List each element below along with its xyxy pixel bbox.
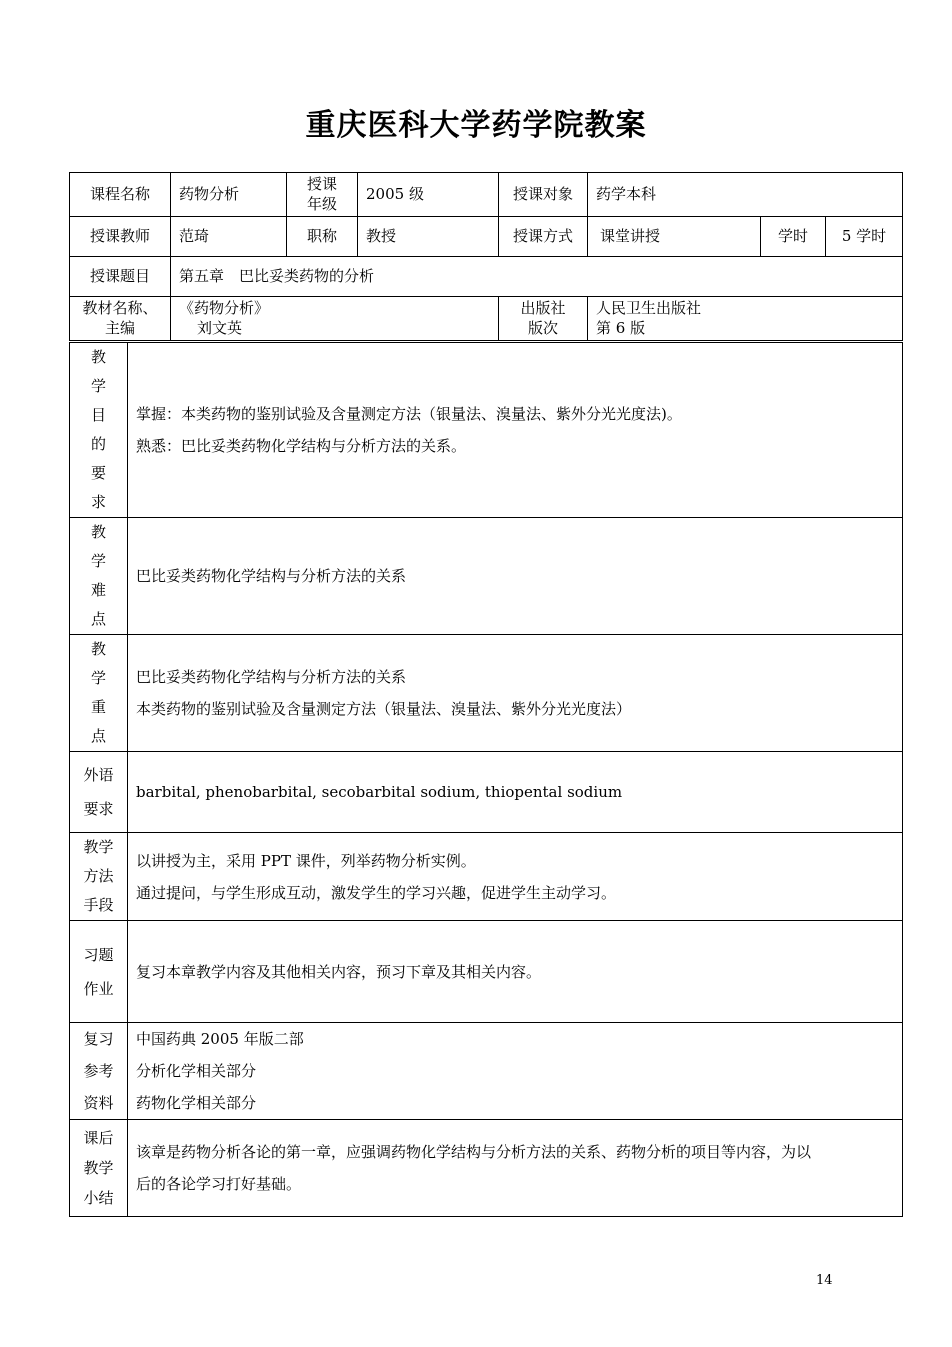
- course-info-table: [69, 172, 903, 341]
- summary-content: 该章是药物分析各论的第一章，应强调药物化学结构与分析方法的关系、药物分析的项目等内容，为以 后的各论学习打好基础。: [128, 1120, 903, 1217]
- foreign-language-label: 外语 要求: [70, 752, 128, 833]
- course-name-label: 课程名称: [70, 173, 171, 217]
- audience-label: 授课对象: [499, 173, 588, 217]
- objectives-label: 教 学 目 的 要 求: [70, 343, 128, 518]
- difficulties-row: [70, 518, 903, 635]
- objectives-row: [70, 343, 903, 518]
- references-content: 中国药典 2005 年版二部 分析化学相关部分 药物化学相关部分: [128, 1023, 903, 1120]
- topic-label: 授课题目: [70, 257, 171, 297]
- references-row: [70, 1023, 903, 1120]
- topic-value: 第五章 巴比妥类药物的分析: [171, 257, 903, 297]
- objectives-content: 掌握：本类药物的鉴别试验及含量测定方法（银量法、溴量法、紫外分光光度法)。 熟悉：巴比妥类药物化学结构与分析方法的关系。: [128, 343, 903, 518]
- homework-content: 复习本章教学内容及其他相关内容，预习下章及其相关内容。: [128, 921, 903, 1023]
- mode-value: 课堂讲授: [588, 217, 761, 257]
- teacher-label: 授课教师: [70, 217, 171, 257]
- teacher-value: 范琦: [171, 217, 287, 257]
- teacher-title-value: 教授: [358, 217, 499, 257]
- summary-row: [70, 1120, 903, 1217]
- teacher-title-label: 职称: [287, 217, 358, 257]
- methods-row: [70, 833, 903, 921]
- foreign-language-content: barbital, phenobarbital, secobarbital sodium, thiopental sodium: [128, 752, 903, 833]
- audience-value: 药学本科: [588, 173, 903, 217]
- publisher-label: 出版社 版次: [499, 297, 588, 341]
- foreign-language-row: [70, 752, 903, 833]
- key-points-row: [70, 635, 903, 752]
- difficulties-content: 巴比妥类药物化学结构与分析方法的关系: [128, 518, 903, 635]
- hours-value: 5 学时: [826, 217, 903, 257]
- grade-label: 授课 年级: [287, 173, 358, 217]
- grade-value: 2005 级: [358, 173, 499, 217]
- references-label: 复习 参考 资料: [70, 1023, 128, 1120]
- key-points-label: 教 学 重 点: [70, 635, 128, 752]
- hours-label: 学时: [761, 217, 826, 257]
- textbook-value: 《药物分析》 刘文英: [171, 297, 499, 341]
- homework-row: [70, 921, 903, 1023]
- methods-label: 教学 方法 手段: [70, 833, 128, 921]
- homework-label: 习题 作业: [70, 921, 128, 1023]
- course-name-value: 药物分析: [171, 173, 287, 217]
- textbook-label: 教材名称、 主编: [70, 297, 171, 341]
- page-number: 14: [816, 1273, 833, 1288]
- publisher-value: 人民卫生出版社 第 6 版: [588, 297, 903, 341]
- summary-label: 课后 教学 小结: [70, 1120, 128, 1217]
- difficulties-label: 教 学 难 点: [70, 518, 128, 635]
- teaching-plan-table: [69, 342, 903, 1217]
- key-points-content: 巴比妥类药物化学结构与分析方法的关系 本类药物的鉴别试验及含量测定方法（银量法、溴量法、紫外分光光度法）: [128, 635, 903, 752]
- mode-label: 授课方式: [499, 217, 588, 257]
- page-title: 重庆医科大学药学院教案: [305, 108, 647, 143]
- methods-content: 以讲授为主，采用 PPT 课件，列举药物分析实例。 通过提问，与学生形成互动，激发学生的学习兴趣，促进学生主动学习。: [128, 833, 903, 921]
